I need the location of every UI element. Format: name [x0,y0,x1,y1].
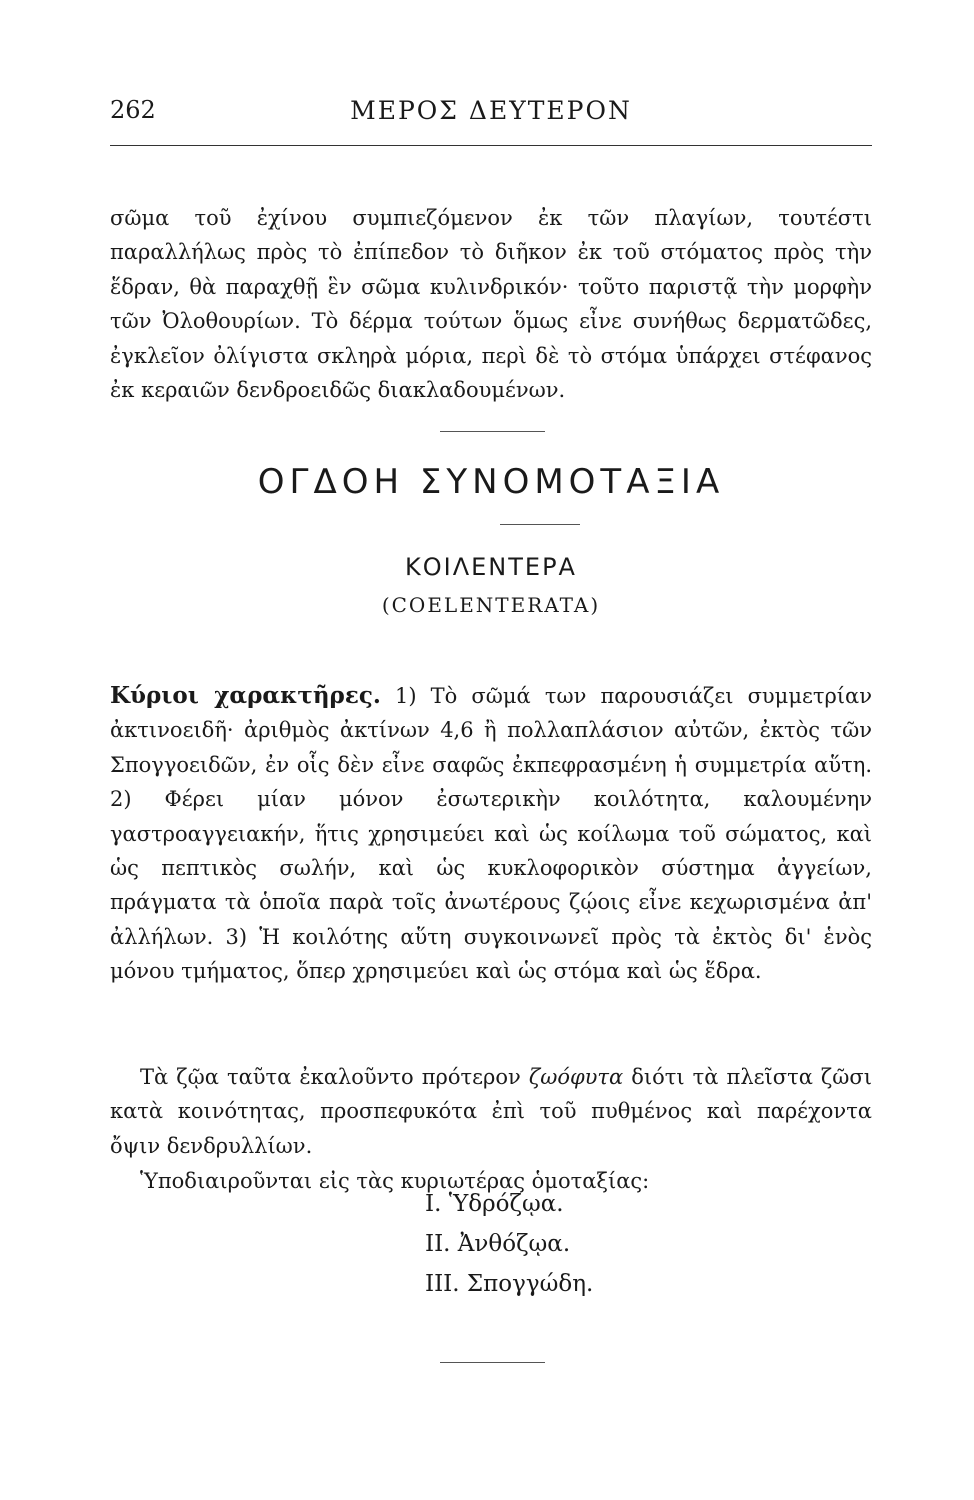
characters-paragraph [110,679,872,989]
taxon-name: ΚΟΙΛΕΝΤΕΡΑ [405,553,577,581]
page-number: 262 [110,96,156,124]
section-heading: ΟΓΔΟΗ ΣΥΝΟΜΟΤΑΞΙΑ [257,462,725,502]
zoophyta-paragraph [110,1060,872,1163]
characters-text: 1) Τὸ σῶμά των παρουσιάζει συμμετρίαν ἀκτινοειδῆ· ἀριθμὸς ἀκτίνων 4,6 ἢ πολλαπλάσιον αὐτῶν, ἐκτὸς τῶν Σπογγοειδῶν, ἐν οἷς δὲν εἶνε σαφῶς ἐκπεφρασμένη ἡ συμμετρία αὕτη. 2) Φέρει μίαν μόνον ἐσωτερικὴν κοιλότητα, καλουμένην γαστροαγγειακήν, ἥτις χρησιμεύει καὶ ὡς κοίλωμα τοῦ σώματος, καὶ ὡς πεπτικὸς σωλήν, καὶ ὡς κυκλοφορικὸν σύστημα ἀγγείων, πράγματα τὰ ὁποῖα παρὰ τοῖς ἀνωτέρους ζῴοις εἶνε κεχωρισμένα ἀπ' ἀλλήλων. 3) Ἡ κοιλότης αὕτη συγκοινωνεῖ πρὸς τὰ ἐκτὸς δι' ἑνὸς μόνου τμήματος, ὅπερ χρησιμεύει καὶ ὡς στόμα καὶ ὡς ἕδρα. [110,684,872,984]
taxon-latin-name: (COELENTERATA) [381,593,601,617]
page-header [110,96,872,136]
separator-line [440,431,545,432]
header-rule [110,145,872,146]
list-item: II. Ἀνθόζῳα. [425,1231,571,1257]
list-item: I. Ὑδρόζῳα. [425,1191,564,1217]
classes-list [425,1184,593,1304]
heading-underline [500,524,580,525]
zoophyta-before: Τὰ ζῷα ταῦτα ἐκαλοῦντο πρότερον [140,1065,529,1089]
running-head: ΜΕΡΟΣ ΔΕΥΤΕΡΟΝ [350,96,632,125]
separator-line [440,1362,545,1363]
characters-lead: Κύριοι χαρακτῆρες. [110,682,381,709]
zoophyta-term: ζωόφυτα [528,1065,624,1089]
list-item: III. Σπογγώδη. [425,1271,594,1297]
subdivision-intro: Ὑποδιαιροῦνται εἰς τὰς κυριωτέρας ὁμοταξίας: [140,1169,650,1193]
zoophyta-after: διότι τὰ πλεῖστα ζῶσι κατὰ κοινότητας, προσπεφυκότα ἐπὶ τοῦ πυθμένος καὶ παρέχοντα ὄψιν δενδρυλλίων. [110,1065,872,1158]
intro-paragraph: σῶμα τοῦ ἐχίνου συμπιεζόμενον ἐκ τῶν πλαγίων, τουτέστι παραλλήλως πρὸς τὸ ἐπίπεδον τὸ διῆκον ἐκ τοῦ στόματος πρὸς τὴν ἕδραν, θὰ παραχθῇ ἓν σῶμα κυλινδρικόν· τοῦτο παριστᾷ τὴν μορφὴν τῶν Ὀλοθουρίων. Τὸ δέρμα τούτων ὅμως εἶνε συνήθως δερματῶδες, ἐγκλεῖον ὀλίγιστα σκληρὰ μόρια, περὶ δὲ τὸ στόμα ὑπάρχει στέφανος ἐκ κεραιῶν δενδροειδῶς διακλαδουμένων. [110,206,872,403]
